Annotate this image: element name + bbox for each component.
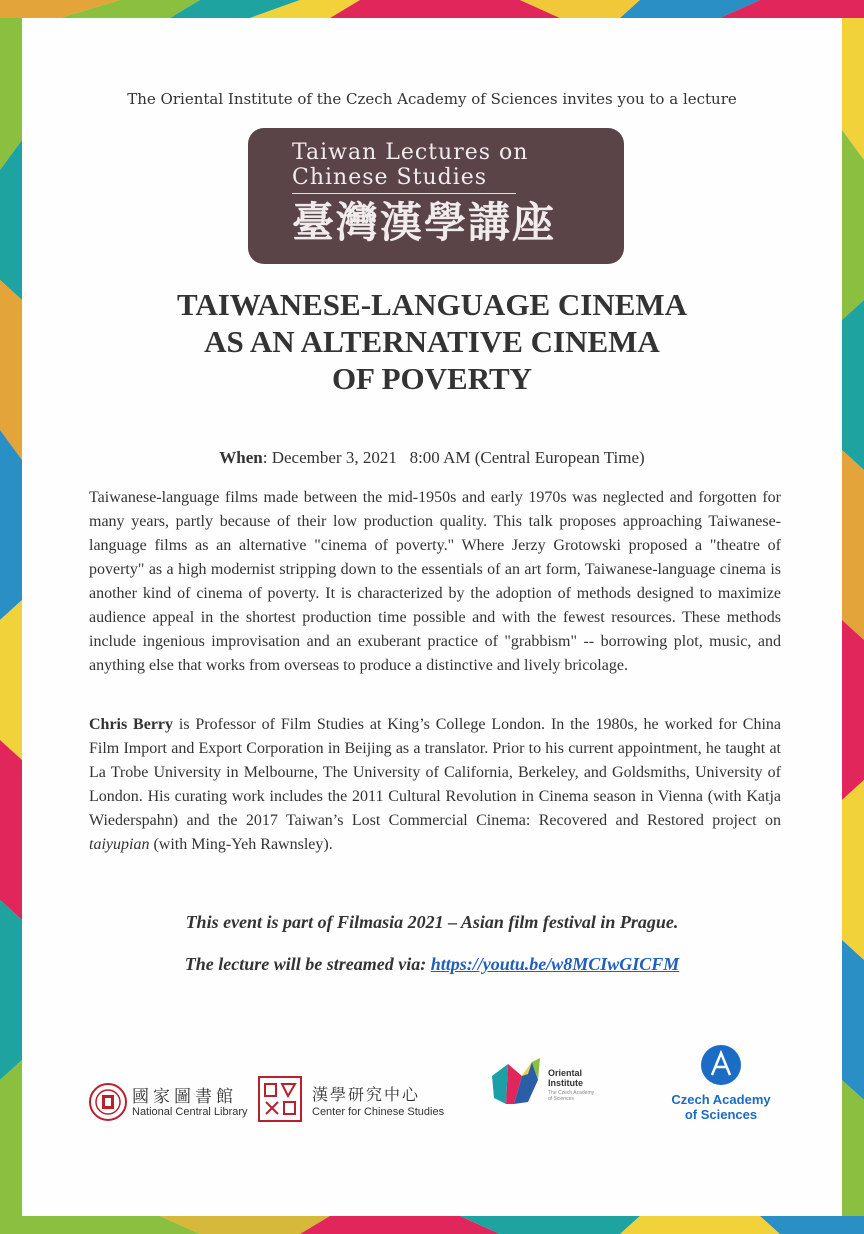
bio-text-after: (with Ming-Yeh Rawnsley). <box>149 836 333 853</box>
festival-note: This event is part of Filmasia 2021 – Asian film festival in Prague. <box>185 912 679 932</box>
oi-sub-line-1: The Czech Academy <box>548 1090 595 1096</box>
event-date-time <box>22 448 842 468</box>
oi-sub-line-2: of Sciences <box>548 1096 574 1102</box>
cas-name <box>658 1092 784 1122</box>
banner-en-line-2: Chinese Studies <box>292 165 488 190</box>
banner-zh-title: 臺灣漢學講座 <box>292 198 557 247</box>
title-line-1: TAIWANESE-LANGUAGE CINEMA <box>176 287 688 322</box>
cas-emblem-icon <box>700 1044 742 1086</box>
speaker-name: Chris Berry <box>89 716 174 733</box>
ncl-en-name: National Central Library <box>132 1106 248 1118</box>
bio-text-before: is Professor of Film Studies at King’s College London. In the 1980s, he worked for China Film Import and Export Corporation in Beijing as a translator. Prior to his current appointment, he taught at La Trobe University in Melbourne, The University of California, Berkeley, and Goldsmiths, University of London. His curating work includes the 2011 Cultural Revolution in Cinema season in Vienna (with Katja Wiederspahn) and the 2017 Taiwan’s Lost Commercial Cinema: Recovered and Restored project on <box>89 716 782 829</box>
banner-divider <box>292 193 516 194</box>
oi-sub <box>548 1090 594 1102</box>
stream-prefix: The lecture will be streamed via: <box>184 954 431 974</box>
title-line-2: AS AN ALTERNATIVE CINEMA <box>204 324 660 359</box>
oriental-institute-logo <box>488 1048 618 1112</box>
lecture-series-banner <box>248 128 624 264</box>
poster-page <box>22 18 842 1216</box>
lecture-abstract: Taiwanese-language films made between the mid-1950s and early 1970s was neglected and forgotten for many years, partly because of their low production quality. This talk proposes approaching Taiwanese-language films as an alternative "cinema of poverty." Where Jerzy Grotowski proposed a "theatre of poverty" as a high modernist stripping down to the essentials of an art form, Taiwanese-language cinema is another kind of cinema of poverty. It is characterized by the adoption of methods designed to maximize audience appeal in the shortest production time possible and with the fewest resources. These methods include ingenious improvisation and an exuberant practice of "grabbism" -- borrowing plot, music, and anything else that works from overseas to produce a distinctive and lively bricolage. <box>89 489 781 674</box>
title-line-3: OF POVERTY <box>331 361 533 396</box>
ccs-en-name: Center for Chinese Studies <box>312 1106 445 1118</box>
ccs-seal-icon <box>258 1076 302 1122</box>
ncl-zh-name: 國家圖書館 <box>132 1087 237 1107</box>
invite-line: The Oriental Institute of the Czech Academy of Sciences invites you to a lecture <box>127 90 737 108</box>
bio-italic-term: taiyupian <box>89 836 150 853</box>
czech-academy-of-sciences-logo <box>658 1044 788 1130</box>
speaker-bio <box>89 713 781 857</box>
stream-line <box>22 954 842 975</box>
cas-name-line-2: of Sciences <box>684 1107 758 1122</box>
ccs-zh-name: 漢學研究中心 <box>312 1085 421 1104</box>
when-value: : December 3, 2021 8:00 AM (Central European Time) <box>262 448 645 467</box>
ncl-seal-icon <box>88 1082 128 1122</box>
cas-name-line-1: Czech Academy <box>671 1092 771 1107</box>
banner-en-line-1: Taiwan Lectures on <box>292 140 529 165</box>
oi-name <box>548 1068 583 1088</box>
lecture-title <box>22 286 842 397</box>
center-for-chinese-studies-logo <box>258 1076 448 1128</box>
oi-name-line-1: Oriental <box>548 1068 583 1078</box>
stream-link[interactable]: https://youtu.be/w8MCIwGICFM <box>430 954 680 974</box>
oi-name-line-2: Institute <box>548 1078 583 1088</box>
national-central-library-logo <box>88 1080 248 1128</box>
oriental-institute-mark-icon <box>488 1054 544 1108</box>
when-label: When <box>219 448 263 467</box>
